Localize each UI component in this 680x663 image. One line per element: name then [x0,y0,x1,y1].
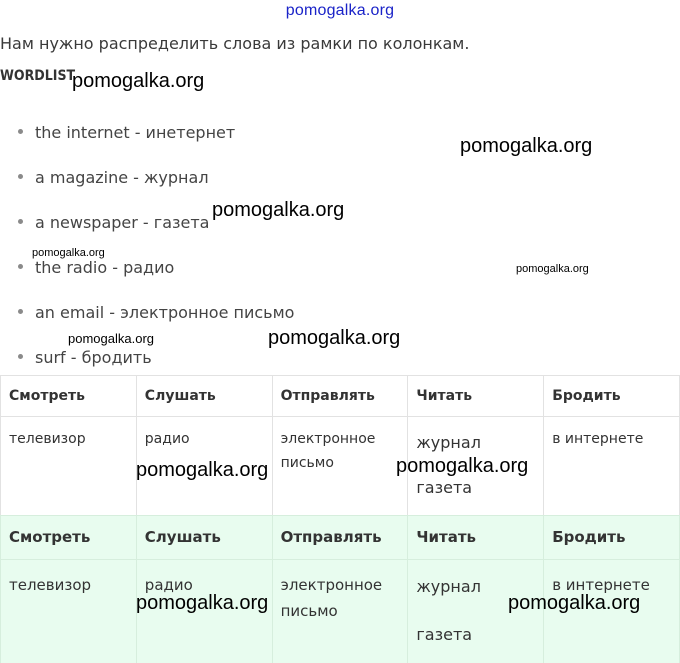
bullet-icon [18,174,23,179]
bullet-icon [18,264,23,269]
watermark: pomogalka.org [72,70,205,92]
list-item-text: the internet - инетернет [35,123,236,142]
watermark: pomogalka.org [136,592,269,614]
watermark: pomogalka.org [136,459,269,481]
table-cell [1,560,137,663]
table-header-cell: Отправлять [272,376,408,417]
cell-text: электронное [280,576,383,594]
table-cell [272,417,408,516]
list-item [18,213,209,232]
table-header-cell: Смотреть [1,516,137,560]
list-item [18,123,235,142]
watermark: pomogalka.org [508,592,641,614]
table-cell [544,417,680,516]
cell-text: электронное [280,431,376,447]
bullet-icon [18,129,23,134]
table-header-cell: Слушать [136,516,272,560]
list-item-text: a magazine - журнал [35,168,209,187]
list-item-text: the radio - радио [35,258,175,277]
cell-text: телевизор [9,431,86,447]
cell-text: журнал [416,577,481,596]
cell-text: в интернете [552,431,644,447]
cell-text: в интернете [552,576,650,594]
list-item [18,303,294,322]
table-header-row [1,516,680,560]
watermark: pomogalka.org [460,135,593,157]
table-header-cell: Бродить [544,376,680,417]
table-header-cell: Смотреть [1,376,137,417]
list-item [18,168,209,187]
cell-text: письмо [280,602,338,620]
list-item-text: surf - бродить [35,348,152,367]
watermark: pomogalka.org [212,199,345,221]
table-header-cell: Читать [408,376,544,417]
bullet-icon [18,354,23,359]
intro-text: Нам нужно распределить слова из рамки по колонкам. [0,34,470,53]
list-item [18,258,174,277]
watermark: pomogalka.org [396,455,529,477]
cell-text: журнал [416,433,481,452]
cell-text: газета [416,478,473,497]
answer-table-2 [0,515,680,663]
table-header-row [1,376,680,417]
watermark: pomogalka.org [68,331,154,346]
table-cell [1,417,137,516]
list-item-text: a newspaper - газета [35,213,210,232]
watermark: pomogalka.org [32,247,105,259]
table-header-cell: Бродить [544,516,680,560]
site-header-logo[interactable]: pomogalka.org [285,2,395,19]
list-item [18,348,152,367]
cell-text: радио [144,576,193,594]
answer-table-1 [0,375,680,516]
table-row [1,417,680,516]
table-header-cell: Читать [408,516,544,560]
bullet-icon [18,219,23,224]
table-header-cell: Слушать [136,376,272,417]
watermark: pomogalka.org [516,263,589,275]
cell-text: письмо [280,455,334,471]
cell-text: радио [144,431,190,447]
wordlist-heading: WORDLIST [0,68,76,84]
bullet-icon [18,309,23,314]
table-cell [272,560,408,663]
watermark: pomogalka.org [268,327,401,349]
cell-text: газета [416,625,473,644]
cell-text: телевизор [9,576,92,594]
list-item-text: an email - электронное письмо [35,303,295,322]
table-header-cell: Отправлять [272,516,408,560]
